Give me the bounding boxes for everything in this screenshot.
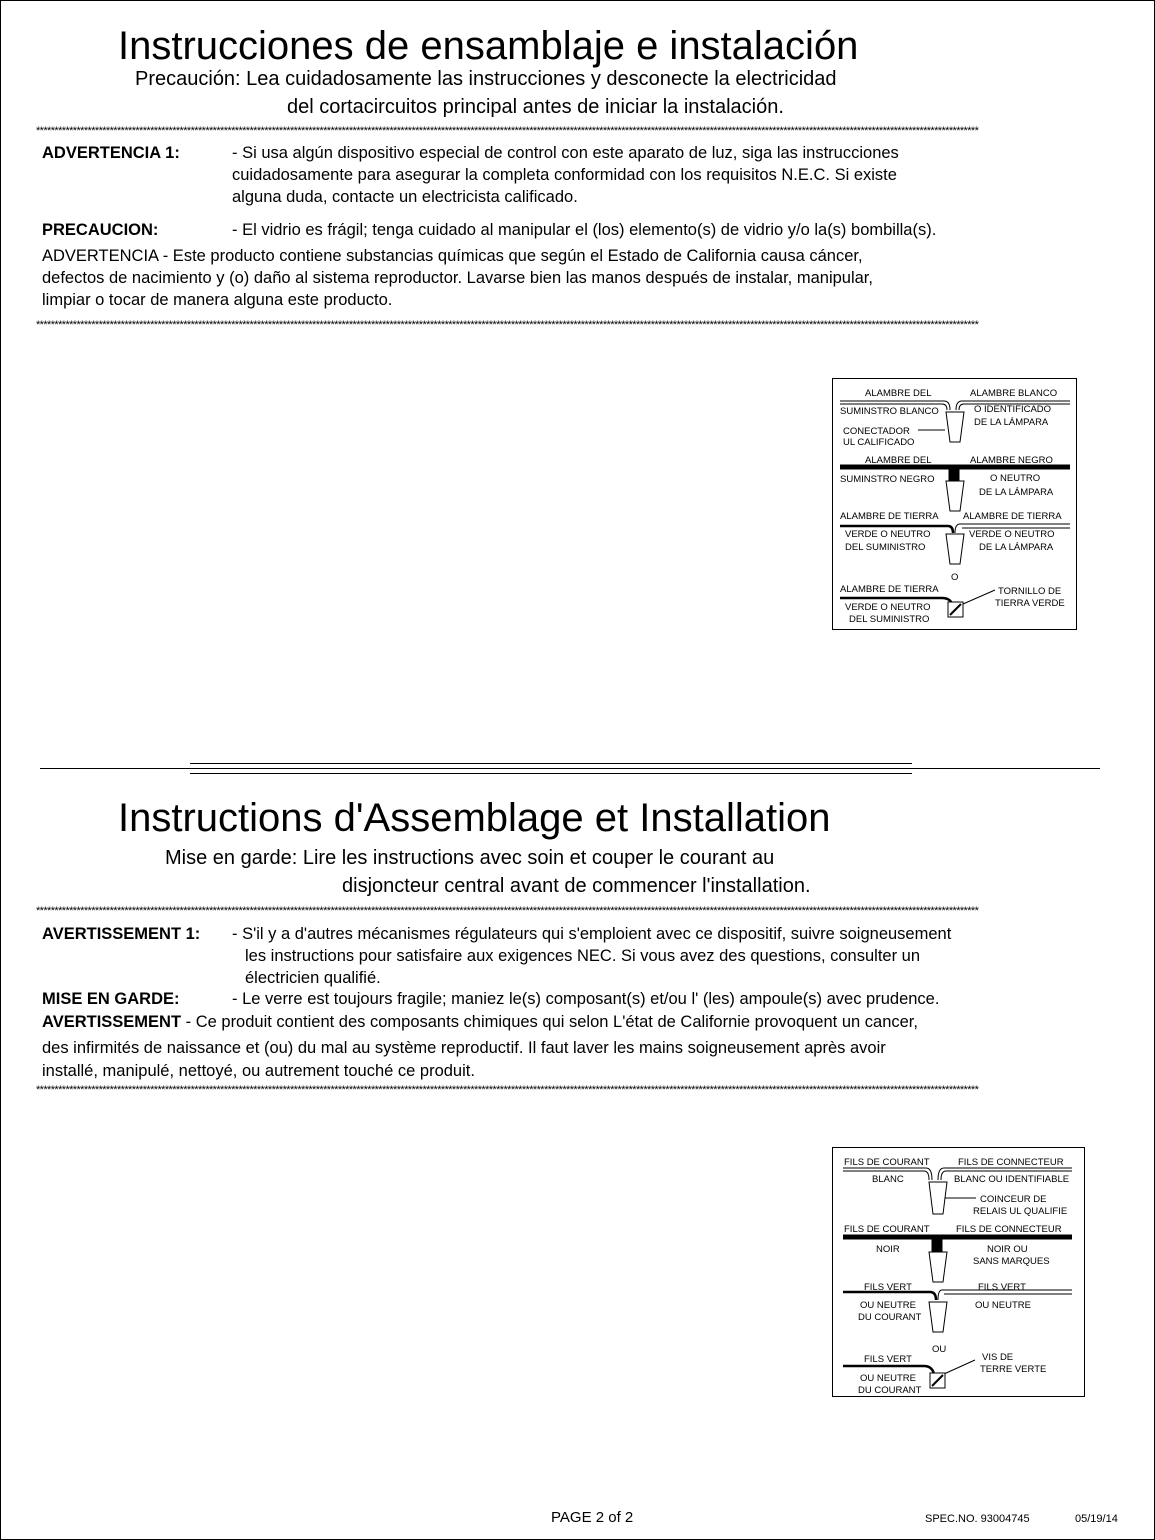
spanish-prop65-line: limpiar o tocar de manera alguna este producto. bbox=[42, 291, 393, 309]
diagram-label: DEL SUMINISTRO bbox=[845, 542, 926, 553]
spanish-warning1-line: alguna duda, contacte un electricista calificado. bbox=[232, 188, 578, 206]
diagram-label: VERDE O NEUTRO bbox=[845, 602, 931, 613]
asterisk-separator: **************************************************************************************************************************************************************************************************************************************************************** bbox=[36, 906, 979, 917]
diagram-label: ALAMBRE DEL bbox=[865, 455, 932, 466]
diagram-label: SUMINSTRO BLANCO bbox=[840, 406, 939, 417]
diagram-label: VERDE O NEUTRO bbox=[845, 529, 931, 540]
diagram-label: TERRE VERTE bbox=[980, 1364, 1047, 1375]
diagram-label: O IDENTIFICADO bbox=[974, 404, 1052, 415]
diagram-label: DU COURANT bbox=[858, 1385, 922, 1396]
diagram-label: FILS VERT bbox=[864, 1282, 912, 1293]
diagram-label: CONECTADOR bbox=[843, 426, 910, 437]
diagram-label: FILS DE CONNECTEUR bbox=[956, 1224, 1062, 1235]
french-precaution-label: MISE EN GARDE: bbox=[42, 990, 180, 1008]
spanish-warning1-line: cuidadosamente para asegurar la completa conformidad con los requisitos N.E.C. Si existe bbox=[232, 166, 897, 184]
ground-screw-icon bbox=[930, 1373, 945, 1388]
diagram-label: SANS MARQUES bbox=[973, 1256, 1050, 1267]
spanish-prop65-line: ADVERTENCIA - Este producto contiene substancias químicas que según el Estado de California causa cáncer, bbox=[42, 247, 863, 265]
french-prop65-line: installé, manipulé, nettoyé, ou autrement touché ce produit. bbox=[42, 1062, 475, 1080]
diagram-label: BLANC OU IDENTIFIABLE bbox=[954, 1174, 1070, 1185]
french-prop65-text: - Ce produit contient des composants chimiques qui selon L'état de Californie provoquent un cancer, bbox=[181, 1013, 918, 1031]
spanish-caution-line1: Precaución: Lea cuidadosamente las instrucciones y desconecte la electricidad bbox=[135, 68, 837, 90]
section-divider bbox=[190, 763, 912, 764]
diagram-label: DEL SUMINISTRO bbox=[849, 614, 930, 625]
diagram-label: OU NEUTRE bbox=[860, 1300, 916, 1311]
french-precaution-text: - Le verre est toujours fragile; maniez le(s) composant(s) et/ou l' (les) ampoule(s) avec prudence. bbox=[232, 990, 940, 1008]
spanish-warning1-label: ADVERTENCIA 1: bbox=[42, 144, 180, 162]
diagram-label: O bbox=[951, 572, 959, 583]
diagram-label: VERDE O NEUTRO bbox=[969, 529, 1055, 540]
diagram-label: COINCEUR DE bbox=[980, 1194, 1047, 1205]
diagram-label: SUMINSTRO NEGRO bbox=[840, 474, 935, 485]
section-divider bbox=[190, 773, 912, 774]
diagram-label: ALAMBRE DEL bbox=[865, 388, 932, 399]
spanish-precaution-text: - El vidrio es frágil; tenga cuidado al manipular el (los) elemento(s) de vidrio y/o la(s) bombilla(s). bbox=[232, 221, 937, 239]
french-warning1-line: électricien qualifié. bbox=[245, 969, 381, 987]
french-wiring-diagram bbox=[832, 1147, 1086, 1398]
diagram-label: UL CALIFICADO bbox=[843, 437, 915, 448]
diagram-label: DU COURANT bbox=[858, 1312, 922, 1323]
diagram-label: VIS DE bbox=[982, 1352, 1014, 1363]
diagram-label: RELAIS UL QUALIFIE bbox=[973, 1206, 1068, 1217]
french-prop65-label: AVERTISSEMENT bbox=[42, 1013, 182, 1031]
french-warning1-line: les instructions pour satisfaire aux exigences NEC. Si vous avez des questions, consulter un bbox=[245, 947, 921, 965]
asterisk-separator: **************************************************************************************************************************************************************************************************************************************************************** bbox=[36, 126, 979, 137]
diagram-label: ALAMBRE DE TIERRA bbox=[963, 511, 1062, 522]
spanish-wiring-diagram bbox=[832, 378, 1078, 631]
diagram-label: ALAMBRE BLANCO bbox=[970, 388, 1058, 399]
wire-nut-icons bbox=[946, 412, 964, 564]
diagram-label: DE LA LÁMPARA bbox=[979, 487, 1054, 498]
spanish-warning1-line: - Si usa algún dispositivo especial de control con este aparato de luz, siga las instrucciones bbox=[232, 144, 899, 162]
section-divider bbox=[40, 768, 1100, 769]
page-number: PAGE 2 of 2 bbox=[551, 1509, 634, 1526]
diagram-label: FILS DE COURANT bbox=[844, 1224, 930, 1235]
diagram-label: NOIR OU bbox=[987, 1244, 1028, 1255]
french-caution-line1: Mise en garde: Lire les instructions avec soin et couper le courant au bbox=[165, 847, 775, 869]
diagram-label: FILS DE COURANT bbox=[844, 1157, 930, 1168]
spanish-prop65-line: defectos de nacimiento y (o) daño al sistema reproductor. Lavarse bien las manos después de instalar, manipular, bbox=[42, 269, 873, 287]
spanish-caution-line2: del cortacircuitos principal antes de iniciar la instalación. bbox=[287, 96, 784, 118]
french-warning1-label: AVERTISSEMENT 1: bbox=[42, 925, 201, 943]
french-warning1-line: - S'il y a d'autres mécanismes régulateurs qui s'emploient avec ce dispositif, suivre soigneusement bbox=[232, 925, 952, 943]
diagram-label: FILS VERT bbox=[864, 1354, 912, 1365]
asterisk-separator: **************************************************************************************************************************************************************************************************************************************************************** bbox=[36, 1085, 979, 1096]
diagram-label: OU NEUTRE bbox=[860, 1373, 916, 1384]
diagram-label: ALAMBRE DE TIERRA bbox=[840, 584, 939, 595]
french-prop65-line: des infirmités de naissance et (ou) du mal au système reproductif. Il faut laver les mains soigneusement après avoir bbox=[42, 1039, 886, 1057]
diagram-label: OU NEUTRE bbox=[975, 1300, 1031, 1311]
document-date: 05/19/14 bbox=[1075, 1513, 1118, 1525]
diagram-label: ALAMBRE DE TIERRA bbox=[840, 511, 939, 522]
french-prop65-line bbox=[42, 1014, 918, 1031]
diagram-label: TORNILLO DE bbox=[998, 586, 1062, 597]
diagram-label: DE LA LÁMPARA bbox=[974, 417, 1049, 428]
spanish-precaution-label: PRECAUCION: bbox=[42, 221, 159, 239]
spec-number: SPEC.NO. 93004745 bbox=[925, 1513, 1030, 1525]
wire-nut-icons bbox=[929, 1182, 947, 1332]
diagram-label: FILS DE CONNECTEUR bbox=[958, 1157, 1064, 1168]
asterisk-separator: **************************************************************************************************************************************************************************************************************************************************************** bbox=[36, 320, 979, 331]
spanish-title: Instrucciones de ensamblaje e instalación bbox=[118, 24, 859, 68]
diagram-label: DE LA LÁMPARA bbox=[979, 542, 1054, 553]
diagram-label: ALAMBRE NEGRO bbox=[970, 455, 1053, 466]
french-caution-line2: disjoncteur central avant de commencer l'installation. bbox=[342, 875, 811, 897]
ground-screw-icon bbox=[948, 602, 963, 617]
diagram-label: TIERRA VERDE bbox=[995, 598, 1065, 609]
diagram-label: OU bbox=[932, 1344, 947, 1355]
diagram-label: NOIR bbox=[876, 1244, 900, 1255]
diagram-label: O NEUTRO bbox=[990, 473, 1041, 484]
diagram-label: FILS VERT bbox=[978, 1282, 1026, 1293]
french-title: Instructions d'Assemblage et Installation bbox=[118, 796, 831, 840]
diagram-label: BLANC bbox=[872, 1174, 904, 1185]
